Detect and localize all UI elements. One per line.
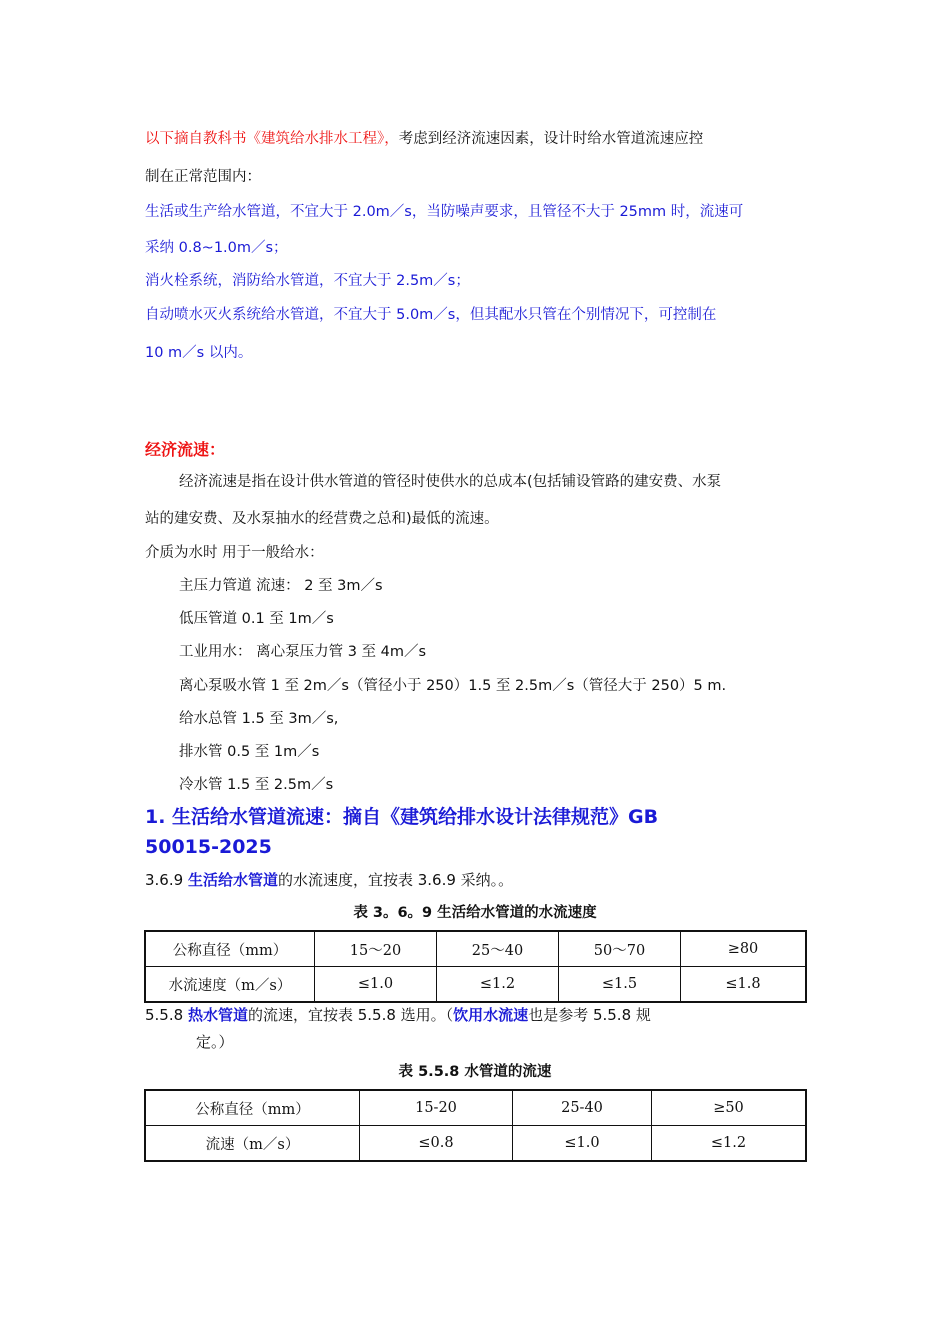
intro-line-2: 制在正常范围内： xyxy=(145,169,261,185)
table-cell: ≤1.2 xyxy=(437,967,559,1003)
table-cell: 50～70 xyxy=(559,931,681,967)
intro-line-1 xyxy=(145,127,703,148)
clause-text: 的流速，宜按表 5.5.8 选用。（ xyxy=(247,1006,454,1024)
econ-para-1: 经济流速是指在设计供水管道的管径时使供水的总成本(包括铺设管路的建安费、水泵 xyxy=(179,474,722,490)
table-cell: 15-20 xyxy=(360,1090,513,1126)
econ-item: 给水总管 1.5 至 3m／s, xyxy=(179,711,339,727)
econ-item: 低压管道 0.1 至 1m／s xyxy=(179,611,334,627)
blue-line: 10 m／s 以内。 xyxy=(145,345,253,361)
clause-keyword-hot-water: 热水管道 xyxy=(187,1006,248,1024)
intro-red-text: 以下摘自教科书《建筑给水排水工程》， xyxy=(145,131,399,147)
blue-line: 消火栓系统，消防给水管道，不宜大于 2.5m／s； xyxy=(145,273,470,289)
clause-number: 3.6.9 xyxy=(145,871,188,889)
clause-3-6-9 xyxy=(145,869,513,890)
econ-item: 离心泵吸水管 1 至 2m／s（管径小于 250）1.5 至 2.5m／s（管径大于 250）5 m. xyxy=(179,678,727,694)
table-cell: 流速（m／s） xyxy=(145,1126,360,1162)
table-cell: ≥50 xyxy=(652,1090,807,1126)
blue-line: 自动喷水灭火系统给水管道，不宜大于 5.0m／s，但其配水只管在个别情况下，可控制在 xyxy=(145,307,717,323)
econ-title: 经济流速： xyxy=(145,440,226,459)
clause-5-5-8 xyxy=(145,1004,651,1025)
table-cell: ≥80 xyxy=(681,931,807,967)
table-cell: ≤0.8 xyxy=(360,1126,513,1162)
econ-item: 冷水管 1.5 至 2.5m／s xyxy=(179,777,334,793)
table-cell: 公称直径（mm） xyxy=(145,1090,360,1126)
clause-keyword: 生活给水管道 xyxy=(187,871,278,889)
table-cell: ≤1.0 xyxy=(513,1126,652,1162)
table-row xyxy=(145,967,806,1003)
econ-medium: 介质为水时 用于一般给水： xyxy=(145,545,324,561)
econ-item: 工业用水： 离心泵压力管 3 至 4m／s xyxy=(179,644,427,660)
table-cell: 15～20 xyxy=(315,931,437,967)
table-row xyxy=(145,931,806,967)
clause-number: 5.5.8 xyxy=(145,1006,188,1024)
section-1-heading: 1. 生活给水管道流速：摘自《建筑给排水设计法律规范》GB xyxy=(145,806,659,828)
section-1-heading-cont: 50015-2025 xyxy=(145,836,272,858)
econ-item: 排水管 0.5 至 1m／s xyxy=(179,744,320,760)
table-cell: ≤1.0 xyxy=(315,967,437,1003)
table-water-speed xyxy=(144,930,807,1003)
clause-5-5-8-cont: 定。） xyxy=(196,1033,234,1051)
econ-para-2: 站的建安费、及水泵抽水的经营费之总和)最低的流速。 xyxy=(145,511,499,527)
intro-black-text: 考虑到经济流速因素，设计时给水管道流速应控 xyxy=(398,131,704,147)
clause-text: 的水流速度，宜按表 3.6.9 采纳。。 xyxy=(277,871,514,889)
table-cell: 25～40 xyxy=(437,931,559,967)
blue-line: 生活或生产给水管道，不宜大于 2.0m／s，当防噪声要求，且管径不大于 25mm 时，流速可 xyxy=(145,204,744,220)
table-cell: 25-40 xyxy=(513,1090,652,1126)
table-1-title: 表 3。6。9 生活给水管道的水流速度 xyxy=(353,905,597,921)
clause-text-end: 也是参考 5.5.8 规 xyxy=(528,1006,651,1024)
blue-line: 采纳 0.8~1.0m／s； xyxy=(145,240,288,256)
table-row xyxy=(145,1090,806,1126)
econ-item: 主压力管道 流速： 2 至 3m／s xyxy=(179,578,383,594)
table-cell: ≤1.8 xyxy=(681,967,807,1003)
table-cell: 水流速度（m／s） xyxy=(145,967,315,1003)
table-2-title: 表 5.5.8 水管道的流速 xyxy=(398,1064,552,1080)
table-cell: ≤1.2 xyxy=(652,1126,807,1162)
clause-keyword-drinking-water: 饮用水流速 xyxy=(453,1006,529,1024)
table-cell: ≤1.5 xyxy=(559,967,681,1003)
table-cell: 公称直径（mm） xyxy=(145,931,315,967)
table-row xyxy=(145,1126,806,1162)
table-pipe-speed xyxy=(144,1089,807,1162)
